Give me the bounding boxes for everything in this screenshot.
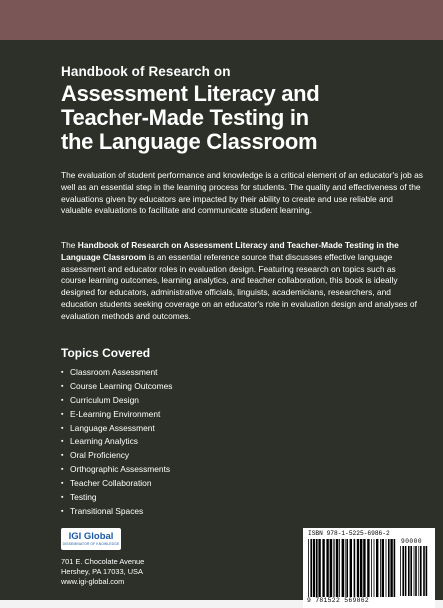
barcode-bar [346, 539, 348, 597]
barcode-bar [334, 539, 335, 597]
bullet-icon: ▪ [61, 480, 64, 488]
topics-heading: Topics Covered [61, 346, 151, 360]
barcode-bar [390, 539, 392, 597]
barcode-bar [326, 539, 328, 597]
address-line: Hershey, PA 17033, USA [61, 567, 143, 577]
barcode-bar [360, 539, 362, 597]
barcode-bar [313, 539, 315, 597]
topic-item [61, 435, 172, 449]
barcode-bar [316, 539, 318, 597]
bullet-icon: ▪ [61, 424, 64, 432]
series-title: Handbook of Research on [61, 64, 231, 79]
barcode-bar [382, 539, 384, 597]
topic-label: Learning Analytics [70, 436, 138, 447]
barcode-addon-bars [400, 546, 430, 597]
barcode-addon-digits: 90000 [401, 538, 423, 545]
publisher-website: www.igi-global.com [61, 577, 125, 587]
barcode-bar [380, 539, 381, 597]
bullet-icon: ▪ [61, 396, 64, 404]
barcode-bars [308, 539, 398, 599]
topic-item [61, 449, 172, 463]
topic-label: Transitional Spaces [70, 505, 144, 516]
topic-label: Testing [70, 492, 97, 503]
topic-item [61, 505, 172, 519]
barcode-bar [333, 539, 334, 597]
ean-digits: 9 781522 569862 [307, 597, 370, 604]
paragraph-rest: is an essential reference source that discusses effective language assessment and educator roles in evaluation design. Featuring research on topics such as course learning outcomes, learning analytics, and teacher collaboration, this book is ideally designed for educators, administrative officials, linguists, academicians, researchers, and education students seeking coverage on an educator's role in evaluation design and analyses of evaluation methods and outcomes. [61, 251, 417, 321]
barcode-bar [414, 546, 415, 596]
bullet-icon: ▪ [61, 452, 64, 460]
publisher-logo-name: IGI Global [68, 531, 114, 542]
topic-label: Oral Proficiency [70, 450, 130, 461]
barcode-bar [426, 546, 428, 596]
topic-item [61, 477, 172, 491]
paragraph-book-title: Handbook of Research on Assessment Literacy and Teacher-Made Testing in the Language Classroom [61, 240, 399, 262]
topics-list [61, 366, 172, 519]
publisher-address [61, 557, 144, 588]
barcode-bar [371, 539, 372, 597]
bullet-icon: ▪ [61, 494, 64, 502]
barcode-bar [308, 539, 309, 597]
barcode-bar [408, 546, 410, 596]
top-color-band [0, 0, 443, 40]
topic-label: Teacher Collaboration [70, 478, 152, 489]
barcode-bar [310, 539, 312, 597]
barcode-bar [418, 546, 419, 596]
barcode-bar [363, 539, 365, 597]
barcode-bar [405, 546, 407, 596]
barcode-bar [318, 539, 320, 597]
topic-item [61, 491, 172, 505]
barcode-bar [350, 539, 352, 597]
book-title-line: Assessment Literacy and [61, 81, 320, 106]
barcode-bar [400, 546, 401, 596]
bullet-icon: ▪ [61, 369, 64, 376]
barcode-bar [342, 539, 344, 597]
bullet-icon: ▪ [61, 438, 64, 446]
topic-item [61, 408, 172, 422]
bullet-icon: ▪ [61, 507, 64, 515]
barcode-bar [420, 546, 422, 596]
publisher-logo-tagline: DISSEMINATOR OF KNOWLEDGE [62, 542, 120, 546]
barcode-bar [339, 539, 340, 597]
topic-label: E-Learning Environment [70, 408, 161, 419]
bullet-icon: ▪ [61, 466, 64, 474]
barcode-bar [345, 539, 346, 597]
barcode-bar [394, 539, 396, 597]
barcode-bar [374, 539, 375, 597]
barcode-bar [388, 539, 390, 597]
topic-item [61, 422, 172, 436]
description-paragraph-1: The evaluation of student performance and knowledge is a critical element of an educator's job as well as an essential step in the learning process for students. The quality and effectiveness of the evaluations given by educators are impacted by their ability to create and use reliable and valuable evaluations to facilitate and communicate student learning. [61, 170, 423, 216]
paragraph-lead: The [61, 240, 78, 250]
barcode-bar [402, 546, 404, 596]
bullet-icon: ▪ [61, 382, 64, 390]
barcode-bar [386, 539, 387, 597]
topic-item [61, 380, 172, 394]
book-title-line: Teacher-Made Testing in [61, 105, 309, 130]
topic-label: Classroom Assessment [70, 367, 158, 377]
back-cover-panel [0, 40, 443, 604]
barcode-bar [367, 539, 369, 597]
topic-label: Course Learning Outcomes [70, 380, 173, 391]
topic-label: Orthographic Assessments [70, 464, 171, 475]
isbn-label: ISBN 978-1-5225-6986-2 [308, 530, 390, 537]
topic-item [61, 394, 172, 408]
isbn-barcode [303, 528, 435, 608]
barcode-bar [410, 546, 412, 596]
barcode-bar [376, 539, 378, 597]
topic-label: Language Assessment [70, 422, 155, 433]
barcode-bar [330, 539, 332, 597]
barcode-bar [322, 539, 324, 597]
barcode-bar [415, 546, 417, 596]
topic-label: Curriculum Design [70, 394, 139, 405]
book-title-line: the Language Classroom [61, 129, 318, 154]
book-title [61, 82, 425, 154]
topic-item [61, 366, 172, 380]
bullet-icon: ▪ [61, 410, 64, 418]
barcode-bar [354, 539, 356, 597]
barcode-bar [336, 539, 338, 597]
address-line: 701 E. Chocolate Avenue [61, 557, 145, 566]
topic-item [61, 463, 172, 477]
barcode-bar [423, 546, 425, 596]
description-paragraph-2 [61, 240, 423, 323]
publisher-logo [61, 528, 121, 550]
barcode-bar [357, 539, 359, 597]
